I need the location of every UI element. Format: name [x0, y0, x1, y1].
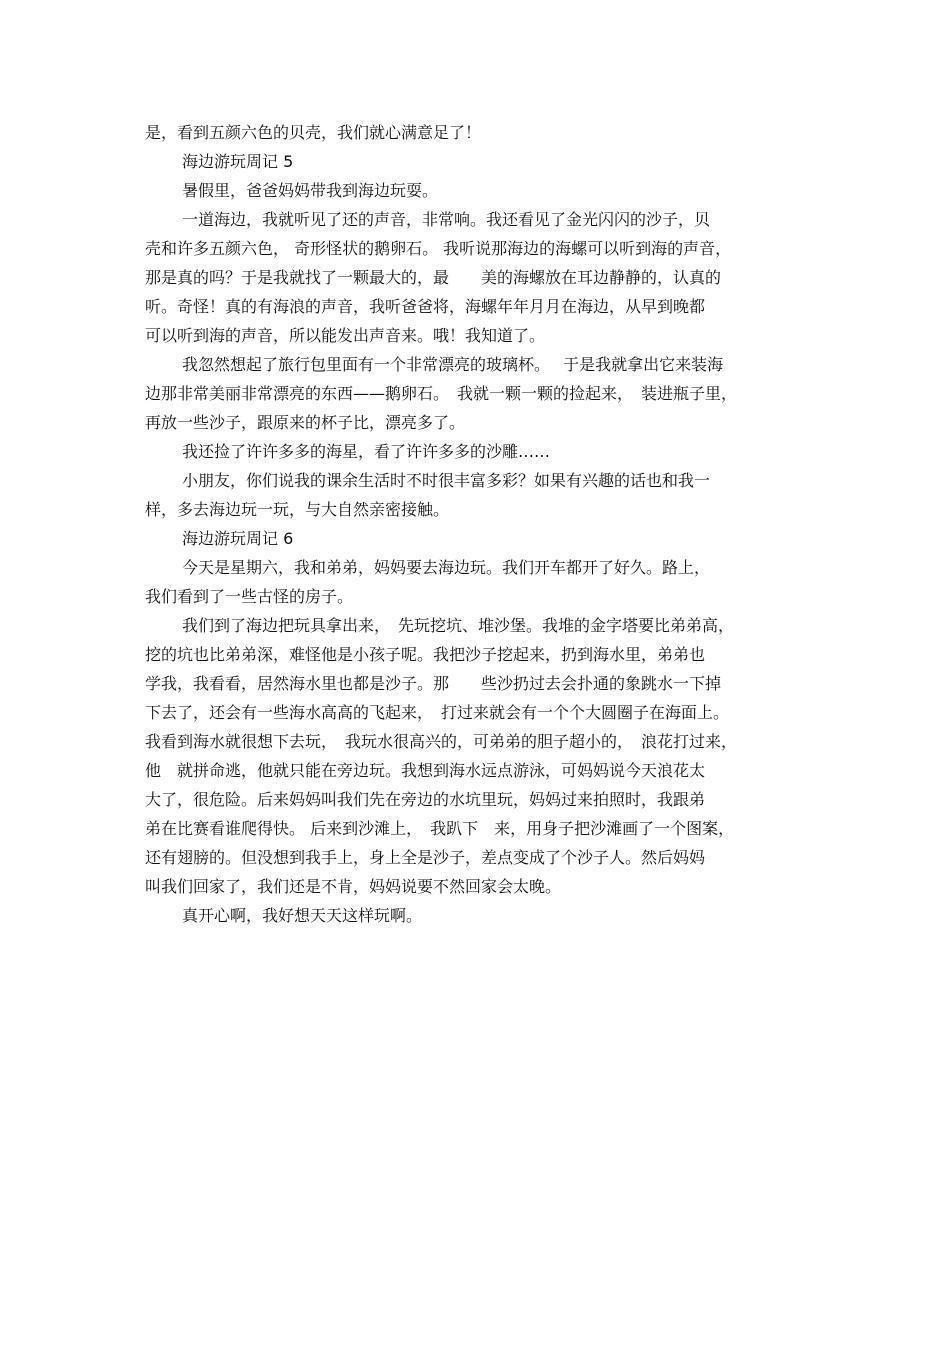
text-line: 小朋友，你们说我的课余生活时不时很丰富多彩？如果有兴趣的话也和我一	[182, 471, 711, 490]
text-line: 下去了，还会有一些海水高高的飞起来， 打过来就会有一个个大圆圈子在海面上。	[145, 703, 730, 722]
text-line: 大了，很危险。后来妈妈叫我们先在旁边的水坑里玩，妈妈过来拍照时，我跟弟	[145, 790, 706, 809]
text-line: 我忽然想起了旅行包里面有一个非常漂亮的玻璃杯。 于是我就拿出它来装海	[182, 355, 724, 374]
section-heading: 海边游玩周记 6	[182, 529, 294, 548]
text-line: 边那非常美丽非常漂亮的东西——鹅卵石。 我就一颗一颗的捡起来， 装进瓶子里，	[145, 384, 738, 403]
text-line: 可以听到海的声音，所以能发出声音来。哦！我知道了。	[145, 326, 546, 345]
text-line: 我看到海水就很想下去玩， 我玩水很高兴的，可弟弟的胆子超小的， 浪花打过来，	[145, 732, 738, 751]
text-line: 我还捡了许许多多的海星，看了许许多多的沙雕……	[182, 442, 551, 461]
text-line: 还有翅膀的。但没想到我手上，身上全是沙子，差点变成了个沙子人。然后妈妈	[145, 848, 706, 867]
text-line: 叫我们回家了，我们还是不肯，妈妈说要不然回家会太晚。	[145, 877, 562, 896]
text-line: 我们看到了一些古怪的房子。	[145, 587, 354, 606]
text-line: 那是真的吗？于是我就找了一颗最大的，最 美的海螺放在耳边静静的，认真的	[145, 268, 722, 287]
text-line: 暑假里，爸爸妈妈带我到海边玩耍。	[182, 181, 439, 200]
text-line: 样，多去海边玩一玩，与大自然亲密接触。	[145, 500, 450, 519]
document-body	[145, 118, 805, 930]
text-line: 今天是星期六，我和弟弟，妈妈要去海边玩。我们开车都开了好久。路上，	[182, 558, 711, 577]
text-line: 学我，我看看，居然海水里也都是沙子。那 些沙扔过去会扑通的象跳水一下掉	[145, 674, 722, 693]
text-line: 他 就拼命逃，他就只能在旁边玩。我想到海水远点游泳，可妈妈说今天浪花太	[145, 761, 706, 780]
section-heading: 海边游玩周记 5	[182, 152, 294, 171]
text-line: 我们到了海边把玩具拿出来， 先玩挖坑、堆沙堡。我堆的金字塔要比弟弟高，	[182, 616, 735, 635]
text-line: 真开心啊，我好想天天这样玩啊。	[182, 906, 423, 925]
text-line: 是，看到五颜六色的贝壳，我们就心满意足了！	[145, 123, 482, 142]
text-line: 一道海边，我就听见了还的声音，非常响。我还看见了金光闪闪的沙子，贝	[182, 210, 711, 229]
text-line: 壳和许多五颜六色， 奇形怪状的鹅卵石。 我听说那海边的海螺可以听到海的声音，	[145, 239, 732, 258]
text-line: 挖的坑也比弟弟深，难怪他是小孩子呢。我把沙子挖起来，扔到海水里，弟弟也	[145, 645, 706, 664]
text-line: 听。奇怪！真的有海浪的声音，我听爸爸将，海螺年年月月在海边，从早到晚都	[145, 297, 706, 316]
text-line: 再放一些沙子，跟原来的杯子比，漂亮多了。	[145, 413, 466, 432]
text-line: 弟在比赛看谁爬得快。 后来到沙滩上， 我趴下 来，用身子把沙滩画了一个图案，	[145, 819, 735, 838]
